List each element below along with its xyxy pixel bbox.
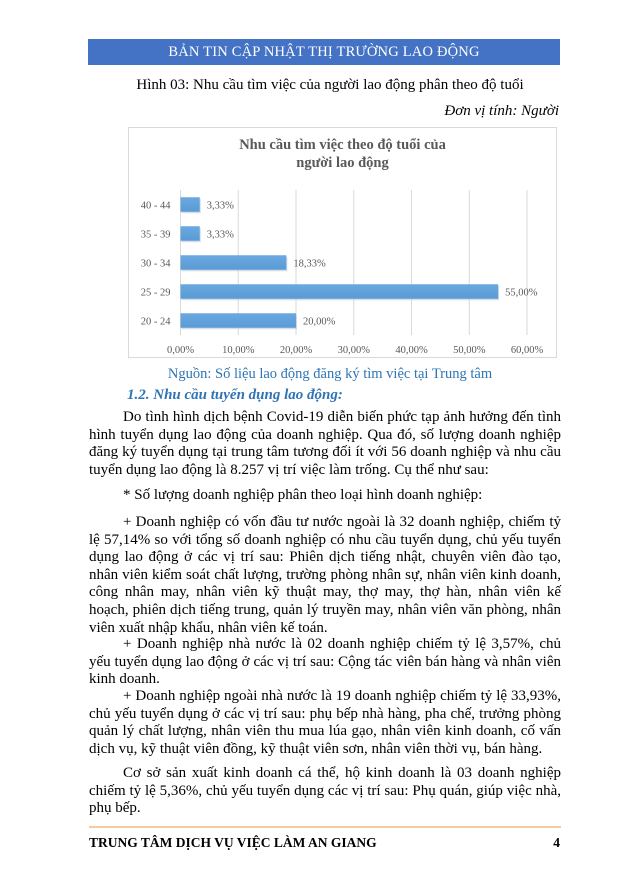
footer-divider (89, 826, 561, 828)
bar (181, 284, 499, 299)
y-category-label: 25 - 29 (140, 287, 171, 299)
figure-caption: Hình 03: Nhu cầu tìm việc của người lao động phân theo độ tuổi (136, 77, 524, 93)
paragraph-text: + Doanh nghiệp có vốn đầu tư nước ngoài là 32 doanh nghiệp, chiếm tỷ lệ 57,14% so với tổng số doanh nghiệp có nhu cầu tuyển dụng, chủ yếu tuyển dụng lao động ở các vị trí sau: Phiên dịch tiếng nhật, chuyên viên đào tạo, nhân viên kiểm soát chất lượng, trường phòng nhân sự, nhân viên kinh doanh, công nhân may, nhân viên kỹ thuật may, thợ may, thợ hàn, nhân viên kế hoạch, phiên dịch tiếng trung, quản lý truyền may, nhân viên văn phòng, nhân viên xuất nhập khẩu, nhân viên kế toán. (89, 514, 561, 636)
x-tick-label: 30,00% (337, 345, 370, 356)
chart-title-line-2: người lao động (296, 155, 389, 171)
header-title: BẢN TIN CẬP NHẬT THỊ TRƯỜNG LAO ĐỘNG (168, 44, 480, 60)
paragraph-text: + Doanh nghiệp nhà nước là 02 doanh nghiệp chiếm tỷ lệ 3,57%, chủ yếu tuyển dụng lao động ở các vị trí sau: Cộng tác viên bán hàng và nhân viên kinh doanh. (89, 636, 561, 688)
y-category-label: 35 - 39 (140, 229, 171, 241)
bar (181, 226, 200, 241)
paragraph-intro (89, 409, 561, 479)
data-label: 18,33% (293, 258, 326, 270)
bar (181, 313, 297, 328)
x-tick-label: 40,00% (395, 345, 428, 356)
x-tick-label: 60,00% (510, 345, 544, 356)
x-tick-label: 20,00% (279, 345, 313, 356)
paragraph-foreign-invested (89, 514, 561, 637)
paragraph-non-state (89, 688, 561, 758)
paragraph-text: + Doanh nghiệp ngoài nhà nước là 19 doanh nghiệp chiếm tỷ lệ 33,93%, chủ yếu tuyển dụng ở các vị trí sau: phụ bếp nhà hàng, pha chế, trưởng phòng quản lý chất lượng, nhân viên thu mua lúa gạo, nhân viên kinh doanh, cố vấn dịch vụ, kỹ thuật viên đồng, kỹ thuật viên sơn, nhân viên thời vụ, bán hàng. (89, 688, 561, 757)
figure-source: Nguồn: Số liệu lao động đăng ký tìm việc tại Trung tâm (167, 366, 493, 382)
x-tick-label: 50,00% (453, 345, 486, 356)
bar (181, 197, 200, 212)
data-label: 3,33% (206, 200, 234, 212)
paragraph-household-business (89, 765, 561, 818)
y-category-label: 20 - 24 (140, 316, 171, 328)
paragraph-state-owned (89, 636, 561, 689)
paragraph-text: Do tình hình dịch bệnh Covid-19 diễn biến phức tạp ảnh hưởng đến tình hình tuyển dụng lao động của doanh nghiệp. Qua đó, số lượng doanh nghiệp đăng ký tuyển dụng tại trung tâm tương đối ít với 56 doanh nghiệp và nhu cầu tuyển dụng lao động là 8.257 vị trí việc làm trống. Cụ thể như sau: (89, 409, 561, 478)
y-category-label: 40 - 44 (140, 200, 171, 212)
section-heading: 1.2. Nhu cầu tuyển dụng lao động: (127, 387, 343, 403)
paragraph-text: Cơ sở sản xuất kinh doanh cá thể, hộ kinh doanh là 03 doanh nghiệp chiếm tỷ lệ 5,36%, chủ yếu tuyển dụng các vị trí sau: Phụ quán, giúp việc nhà, phụ bếp. (89, 765, 561, 817)
chart-title-line-1: Nhu cầu tìm việc theo độ tuổi của (239, 137, 446, 153)
y-category-label: 30 - 34 (140, 258, 171, 270)
paragraph-text: * Số lượng doanh nghiệp phân theo loại hình doanh nghiệp: (123, 487, 483, 503)
bar (181, 255, 287, 270)
page-number: 4 (553, 835, 560, 850)
page-header-banner (88, 39, 560, 65)
data-label: 3,33% (206, 229, 234, 241)
paragraph-enterprise-types (89, 487, 561, 505)
unit-label: Đơn vị tính: Người (444, 103, 559, 119)
x-tick-label: 10,00% (222, 345, 255, 356)
bar-chart (128, 127, 557, 358)
x-tick-label: 0,00% (166, 345, 195, 356)
data-label: 20,00% (303, 316, 336, 328)
footer-organization: TRUNG TÂM DỊCH VỤ VIỆC LÀM AN GIANG (89, 835, 377, 850)
data-label: 55,00% (505, 287, 538, 299)
